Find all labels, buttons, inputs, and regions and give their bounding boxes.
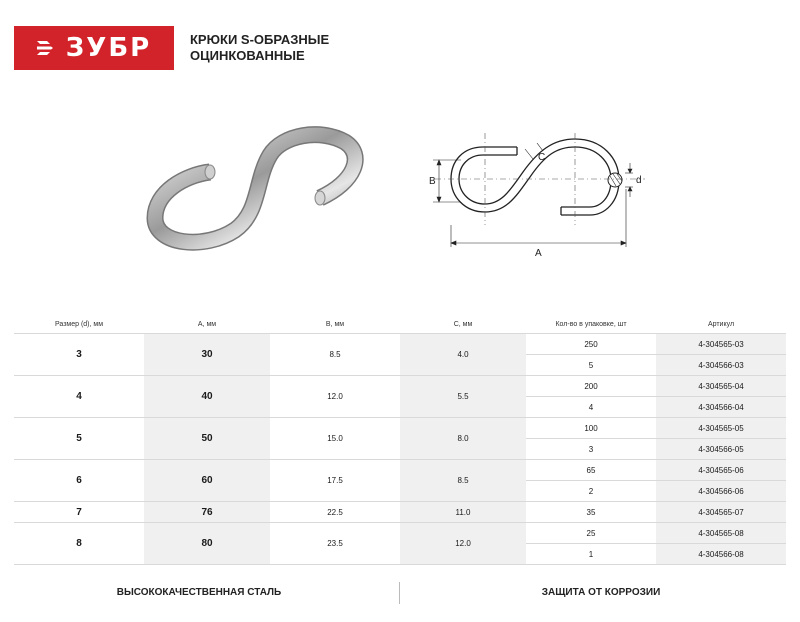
table-row [14,502,786,523]
logo-text: ЗУБР [65,33,152,63]
header-size: Размер (d), мм [14,316,144,334]
cell-b: 8.5 [270,334,400,376]
cell-b: 15.0 [270,418,400,460]
cell-article: 4-304565-07 [656,502,786,523]
drawing-label-a: A [535,248,542,259]
header-b: B, мм [270,316,400,334]
cell-b: 23.5 [270,523,400,565]
cell-size: 4 [14,376,144,418]
drawing-label-b: B [429,176,436,187]
cell-article: 4-304566-06 [656,481,786,502]
brand-logo [14,26,174,70]
cell-a: 50 [144,418,270,460]
header-article: Артикул [656,316,786,334]
cell-qty: 100 [526,418,656,439]
cell-article: 4-304565-03 [656,334,786,355]
cell-article: 4-304565-04 [656,376,786,397]
cell-a: 80 [144,523,270,565]
feature-steel: ВЫСОКОКАЧЕСТВЕННАЯ СТАЛЬ [116,587,282,598]
feature-corrosion: ЗАЩИТА ОТ КОРРОЗИИ [541,587,661,598]
cell-qty: 65 [526,460,656,481]
header-a: A, мм [144,316,270,334]
table-header-row [14,316,786,334]
cell-article: 4-304565-06 [656,460,786,481]
features-footer [0,582,800,604]
cell-b: 17.5 [270,460,400,502]
table-row [14,334,786,355]
cell-qty: 2 [526,481,656,502]
header-c: C, мм [400,316,526,334]
spec-table [14,316,786,565]
cell-size: 8 [14,523,144,565]
cell-c: 4.0 [400,334,526,376]
cell-c: 11.0 [400,502,526,523]
footer-divider [399,582,400,604]
cell-a: 60 [144,460,270,502]
cell-b: 22.5 [270,502,400,523]
cell-qty: 3 [526,439,656,460]
cell-article: 4-304566-05 [656,439,786,460]
cell-qty: 1 [526,544,656,565]
cell-article: 4-304565-05 [656,418,786,439]
cell-article: 4-304566-08 [656,544,786,565]
cell-article: 4-304566-04 [656,397,786,418]
logo-arrows-icon [37,38,59,58]
cell-c: 12.0 [400,523,526,565]
drawing-label-d: d [636,175,642,186]
cell-size: 7 [14,502,144,523]
title-line-2: ОЦИНКОВАННЫЕ [190,48,305,63]
cell-qty: 5 [526,355,656,376]
cell-article: 4-304565-08 [656,523,786,544]
cell-size: 6 [14,460,144,502]
table-row [14,460,786,481]
table-row [14,523,786,544]
header-qty: Кол-во в упаковке, шт [526,316,656,334]
cell-qty: 25 [526,523,656,544]
drawing-label-c: C [538,152,546,163]
s-hook-drawing [425,125,655,260]
cell-a: 76 [144,502,270,523]
cell-qty: 35 [526,502,656,523]
cell-c: 8.0 [400,418,526,460]
cell-a: 40 [144,376,270,418]
cell-b: 12.0 [270,376,400,418]
cell-qty: 250 [526,334,656,355]
page-title [190,32,329,64]
cell-c: 8.5 [400,460,526,502]
cell-qty: 200 [526,376,656,397]
table-row [14,418,786,439]
cell-size: 3 [14,334,144,376]
cell-size: 5 [14,418,144,460]
cell-article: 4-304566-03 [656,355,786,376]
title-line-1: КРЮКИ S-ОБРАЗНЫЕ [190,32,330,47]
cell-a: 30 [144,334,270,376]
cell-c: 5.5 [400,376,526,418]
cell-qty: 4 [526,397,656,418]
table-row [14,376,786,397]
s-hook-photo [130,120,370,270]
